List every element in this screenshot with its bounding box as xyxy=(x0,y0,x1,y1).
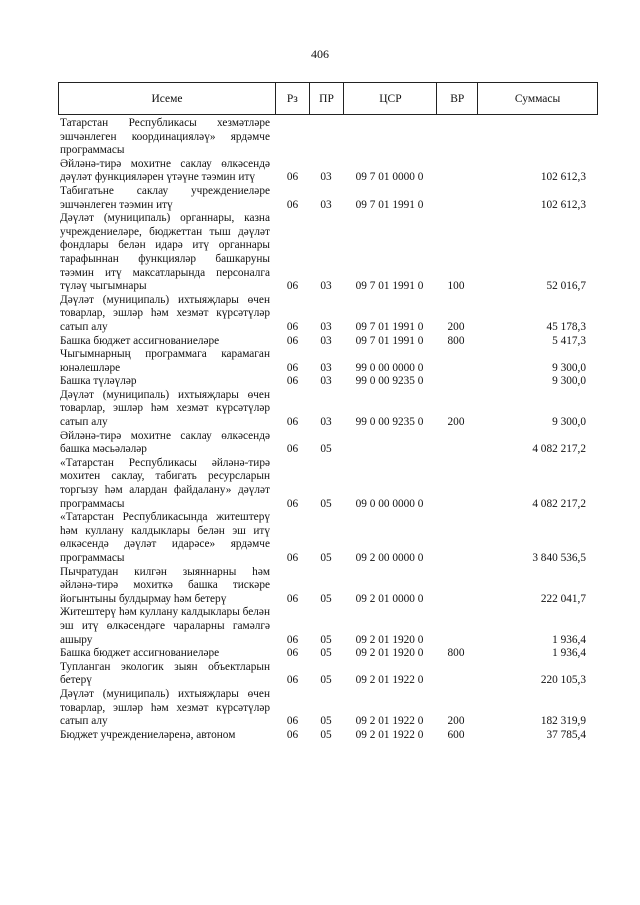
cell-csr: 09 2 01 1922 0 xyxy=(355,715,424,728)
cell-rz: 06 xyxy=(286,171,299,184)
cell-name: Дәүләт (муниципаль) ихтыяҗлары өчен товарлар, эшләр һәм хезмәт күрсәтүләр сатып алу xyxy=(60,687,270,728)
cell-pr: 05 xyxy=(320,674,332,687)
cell-vr: 800 xyxy=(447,334,465,347)
cell-csr: 09 2 01 1920 0 xyxy=(355,647,424,660)
cell-rz: 06 xyxy=(286,280,299,293)
cell-sum: 9 300,0 xyxy=(552,375,586,388)
cell-vr xyxy=(436,117,476,158)
cell-name: «Татарстан Республикасында житештерү һәм куллану калдыклары белән эш итү өлкәсендә дәүләт идарәсе» ярдәмче программасы xyxy=(60,511,270,564)
cell-sum: 45 178,3 xyxy=(546,320,586,333)
cell-sum: 4 082 217,2 xyxy=(532,497,586,510)
table-row xyxy=(58,335,598,349)
cell-pr: 03 xyxy=(320,416,332,429)
header-vr: ВР xyxy=(436,83,477,114)
cell-name: Дәүләт (муниципаль) ихтыяҗлары өчен товарлар, эшләр һәм хезмәт күрсәтүләр сатып алу xyxy=(60,293,270,333)
cell-name: Тупланган экологик зыян объектларын бетерү xyxy=(60,660,270,687)
cell-pr: 03 xyxy=(320,320,332,333)
cell-name: Дәүләт (муниципаль) органнары, казна учреждениеләре, бюджеттан тыш дәүләт фондлары белән идарә итү органнары тарафыннан функцияләр башкаруны тәэмин итү максатларында персоналга түләү чыгымнары xyxy=(60,212,270,293)
table-row xyxy=(58,375,598,389)
cell-name: Башка түләүләр xyxy=(60,375,137,388)
cell-vr: 600 xyxy=(447,728,465,741)
cell-rz: 06 xyxy=(286,715,299,728)
cell-sum: 37 785,4 xyxy=(546,728,586,741)
table-row xyxy=(58,457,598,511)
cell-pr: 05 xyxy=(320,633,332,646)
cell-rz: 06 xyxy=(286,198,299,211)
cell-pr: 03 xyxy=(320,334,332,347)
header-csr: ЦСР xyxy=(343,83,436,114)
cell-csr: 09 2 01 0000 0 xyxy=(355,592,424,605)
table-row xyxy=(58,729,598,743)
cell-rz: 06 xyxy=(286,674,299,687)
cell-csr: 09 2 01 1920 0 xyxy=(355,633,424,646)
table-row xyxy=(58,294,598,335)
cell-name: Табигатьне саклау учреждениеләре эшчәнлеген тәэмин итү xyxy=(60,184,270,211)
cell-vr xyxy=(436,375,476,389)
cell-pr: 03 xyxy=(320,361,332,374)
header-rz: Рз xyxy=(275,83,309,114)
table-header xyxy=(58,82,598,115)
cell-rz: 06 xyxy=(286,361,299,374)
cell-csr: 99 0 00 9235 0 xyxy=(355,375,424,388)
cell-csr: 99 0 00 9235 0 xyxy=(355,416,424,429)
cell-vr: 100 xyxy=(447,280,465,293)
cell-name: Башка бюджет ассигнованиеләре xyxy=(60,647,220,660)
cell-vr xyxy=(436,566,476,607)
cell-vr xyxy=(436,348,476,375)
cell-csr: 09 7 01 1991 0 xyxy=(355,198,424,211)
cell-name: Чыгымнарның программага карамаган юнәлешләре xyxy=(60,348,270,374)
cell-sum: 1 936,4 xyxy=(552,647,586,660)
cell-sum: 1 936,4 xyxy=(552,633,586,646)
table-row xyxy=(58,348,598,375)
cell-vr: 200 xyxy=(447,320,465,333)
cell-vr xyxy=(436,158,476,185)
table-body xyxy=(58,115,598,742)
cell-name: Житештерү һәм куллану калдыклары белән эш итү өлкәсендәге чараларны гамәлгә ашыру xyxy=(60,606,270,646)
cell-rz: 06 xyxy=(286,552,299,564)
cell-name: Әйләнә-тирә мохитне саклау өлкәсендә дәүләт функцияләрен үтәүне тәэмин итү xyxy=(60,157,270,184)
header-name: Исеме xyxy=(151,92,183,105)
cell-rz xyxy=(276,117,309,158)
cell-name: «Татарстан Республикасы әйләнә-тирә мохитен саклау, табигать ресурсларын торгызу һәм алардан файдалану» дәүләт программасы xyxy=(60,456,270,510)
cell-name: Пычратудан килгән зыяннарны һәм әйләнә-тирә мохиткә башка тискәре йогынтыны булдырмау һәм бетерү xyxy=(60,565,270,605)
cell-pr: 05 xyxy=(320,647,332,660)
cell-sum: 182 319,9 xyxy=(540,715,586,728)
table-row xyxy=(58,647,598,661)
cell-rz: 06 xyxy=(286,633,299,646)
cell-csr: 99 0 00 0000 0 xyxy=(355,361,424,374)
cell-rz: 06 xyxy=(286,443,299,456)
table-row xyxy=(58,158,598,185)
cell-rz: 06 xyxy=(286,416,299,429)
cell-sum xyxy=(476,117,596,158)
cell-sum: 5 417,3 xyxy=(552,334,586,347)
cell-vr xyxy=(436,457,476,511)
cell-sum: 220 105,3 xyxy=(540,674,586,687)
cell-sum: 9 300,0 xyxy=(552,416,586,429)
cell-pr: 05 xyxy=(320,552,332,564)
cell-name: Әйләнә-тирә мохитне саклау өлкәсендә башка мәсьәләләр xyxy=(60,429,270,456)
cell-csr: 09 2 01 1922 0 xyxy=(355,674,424,687)
cell-csr: 09 7 01 1991 0 xyxy=(355,280,424,293)
cell-sum: 102 612,3 xyxy=(540,198,586,211)
cell-sum: 52 016,7 xyxy=(546,280,586,293)
cell-csr xyxy=(343,430,436,457)
table-row xyxy=(58,566,598,607)
cell-csr: 09 2 01 1922 0 xyxy=(355,728,424,741)
cell-name: Башка бюджет ассигнованиеләре xyxy=(60,334,220,347)
cell-pr: 05 xyxy=(320,497,332,510)
cell-sum: 4 082 217,2 xyxy=(532,443,586,456)
cell-name: Дәүләт (муниципаль) ихтыяҗлары өчен товарлар, эшләр һәм хезмәт күрсәтүләр сатып алу xyxy=(60,388,270,429)
table-row xyxy=(58,185,598,212)
cell-csr: 09 2 00 0000 0 xyxy=(355,552,424,564)
table-row xyxy=(58,117,598,158)
cell-csr: 09 0 00 0000 0 xyxy=(355,497,424,510)
cell-vr: 800 xyxy=(447,647,465,660)
cell-rz: 06 xyxy=(286,647,299,660)
cell-rz: 06 xyxy=(286,497,299,510)
header-sum: Суммасы xyxy=(477,83,597,114)
page-number: 406 xyxy=(311,47,329,61)
cell-vr xyxy=(436,661,476,688)
table-row xyxy=(58,688,598,729)
cell-csr: 09 7 01 1991 0 xyxy=(355,334,424,347)
table-row xyxy=(58,606,598,647)
cell-pr: 05 xyxy=(320,715,332,728)
cell-rz: 06 xyxy=(286,728,299,741)
cell-pr: 05 xyxy=(320,592,332,605)
cell-name: Бюджет учреждениеләренә, автоном xyxy=(60,728,236,741)
cell-vr xyxy=(436,430,476,457)
cell-rz: 06 xyxy=(286,334,299,347)
cell-pr: 03 xyxy=(320,375,332,388)
cell-name: Татарстан Республикасы хезмәтләре эшчәнлеген координацияләү» ярдәмче программасы xyxy=(60,117,270,157)
cell-pr: 03 xyxy=(320,280,332,293)
header-pr: ПР xyxy=(309,83,344,114)
cell-sum: 222 041,7 xyxy=(540,592,586,605)
cell-vr xyxy=(436,606,476,647)
cell-vr xyxy=(436,511,476,565)
cell-vr: 200 xyxy=(447,416,465,429)
table-row xyxy=(58,661,598,688)
cell-sum: 9 300,0 xyxy=(552,361,586,374)
cell-rz: 06 xyxy=(286,592,299,605)
cell-csr: 09 7 01 0000 0 xyxy=(355,171,424,184)
cell-csr: 09 7 01 1991 0 xyxy=(355,320,424,333)
cell-rz: 06 xyxy=(286,375,299,388)
cell-sum: 3 840 536,5 xyxy=(532,552,586,564)
cell-vr xyxy=(436,185,476,212)
table-row xyxy=(58,430,598,457)
cell-pr xyxy=(309,117,343,158)
cell-vr: 200 xyxy=(447,715,465,728)
cell-pr: 03 xyxy=(320,198,332,211)
budget-table xyxy=(58,82,598,742)
table-row xyxy=(58,389,598,430)
cell-csr xyxy=(343,117,436,158)
cell-pr: 05 xyxy=(320,443,332,456)
cell-pr: 03 xyxy=(320,171,332,184)
cell-pr: 05 xyxy=(320,728,332,741)
cell-rz: 06 xyxy=(286,320,299,333)
table-row xyxy=(58,212,598,294)
table-row xyxy=(58,511,598,565)
cell-sum: 102 612,3 xyxy=(540,171,586,184)
